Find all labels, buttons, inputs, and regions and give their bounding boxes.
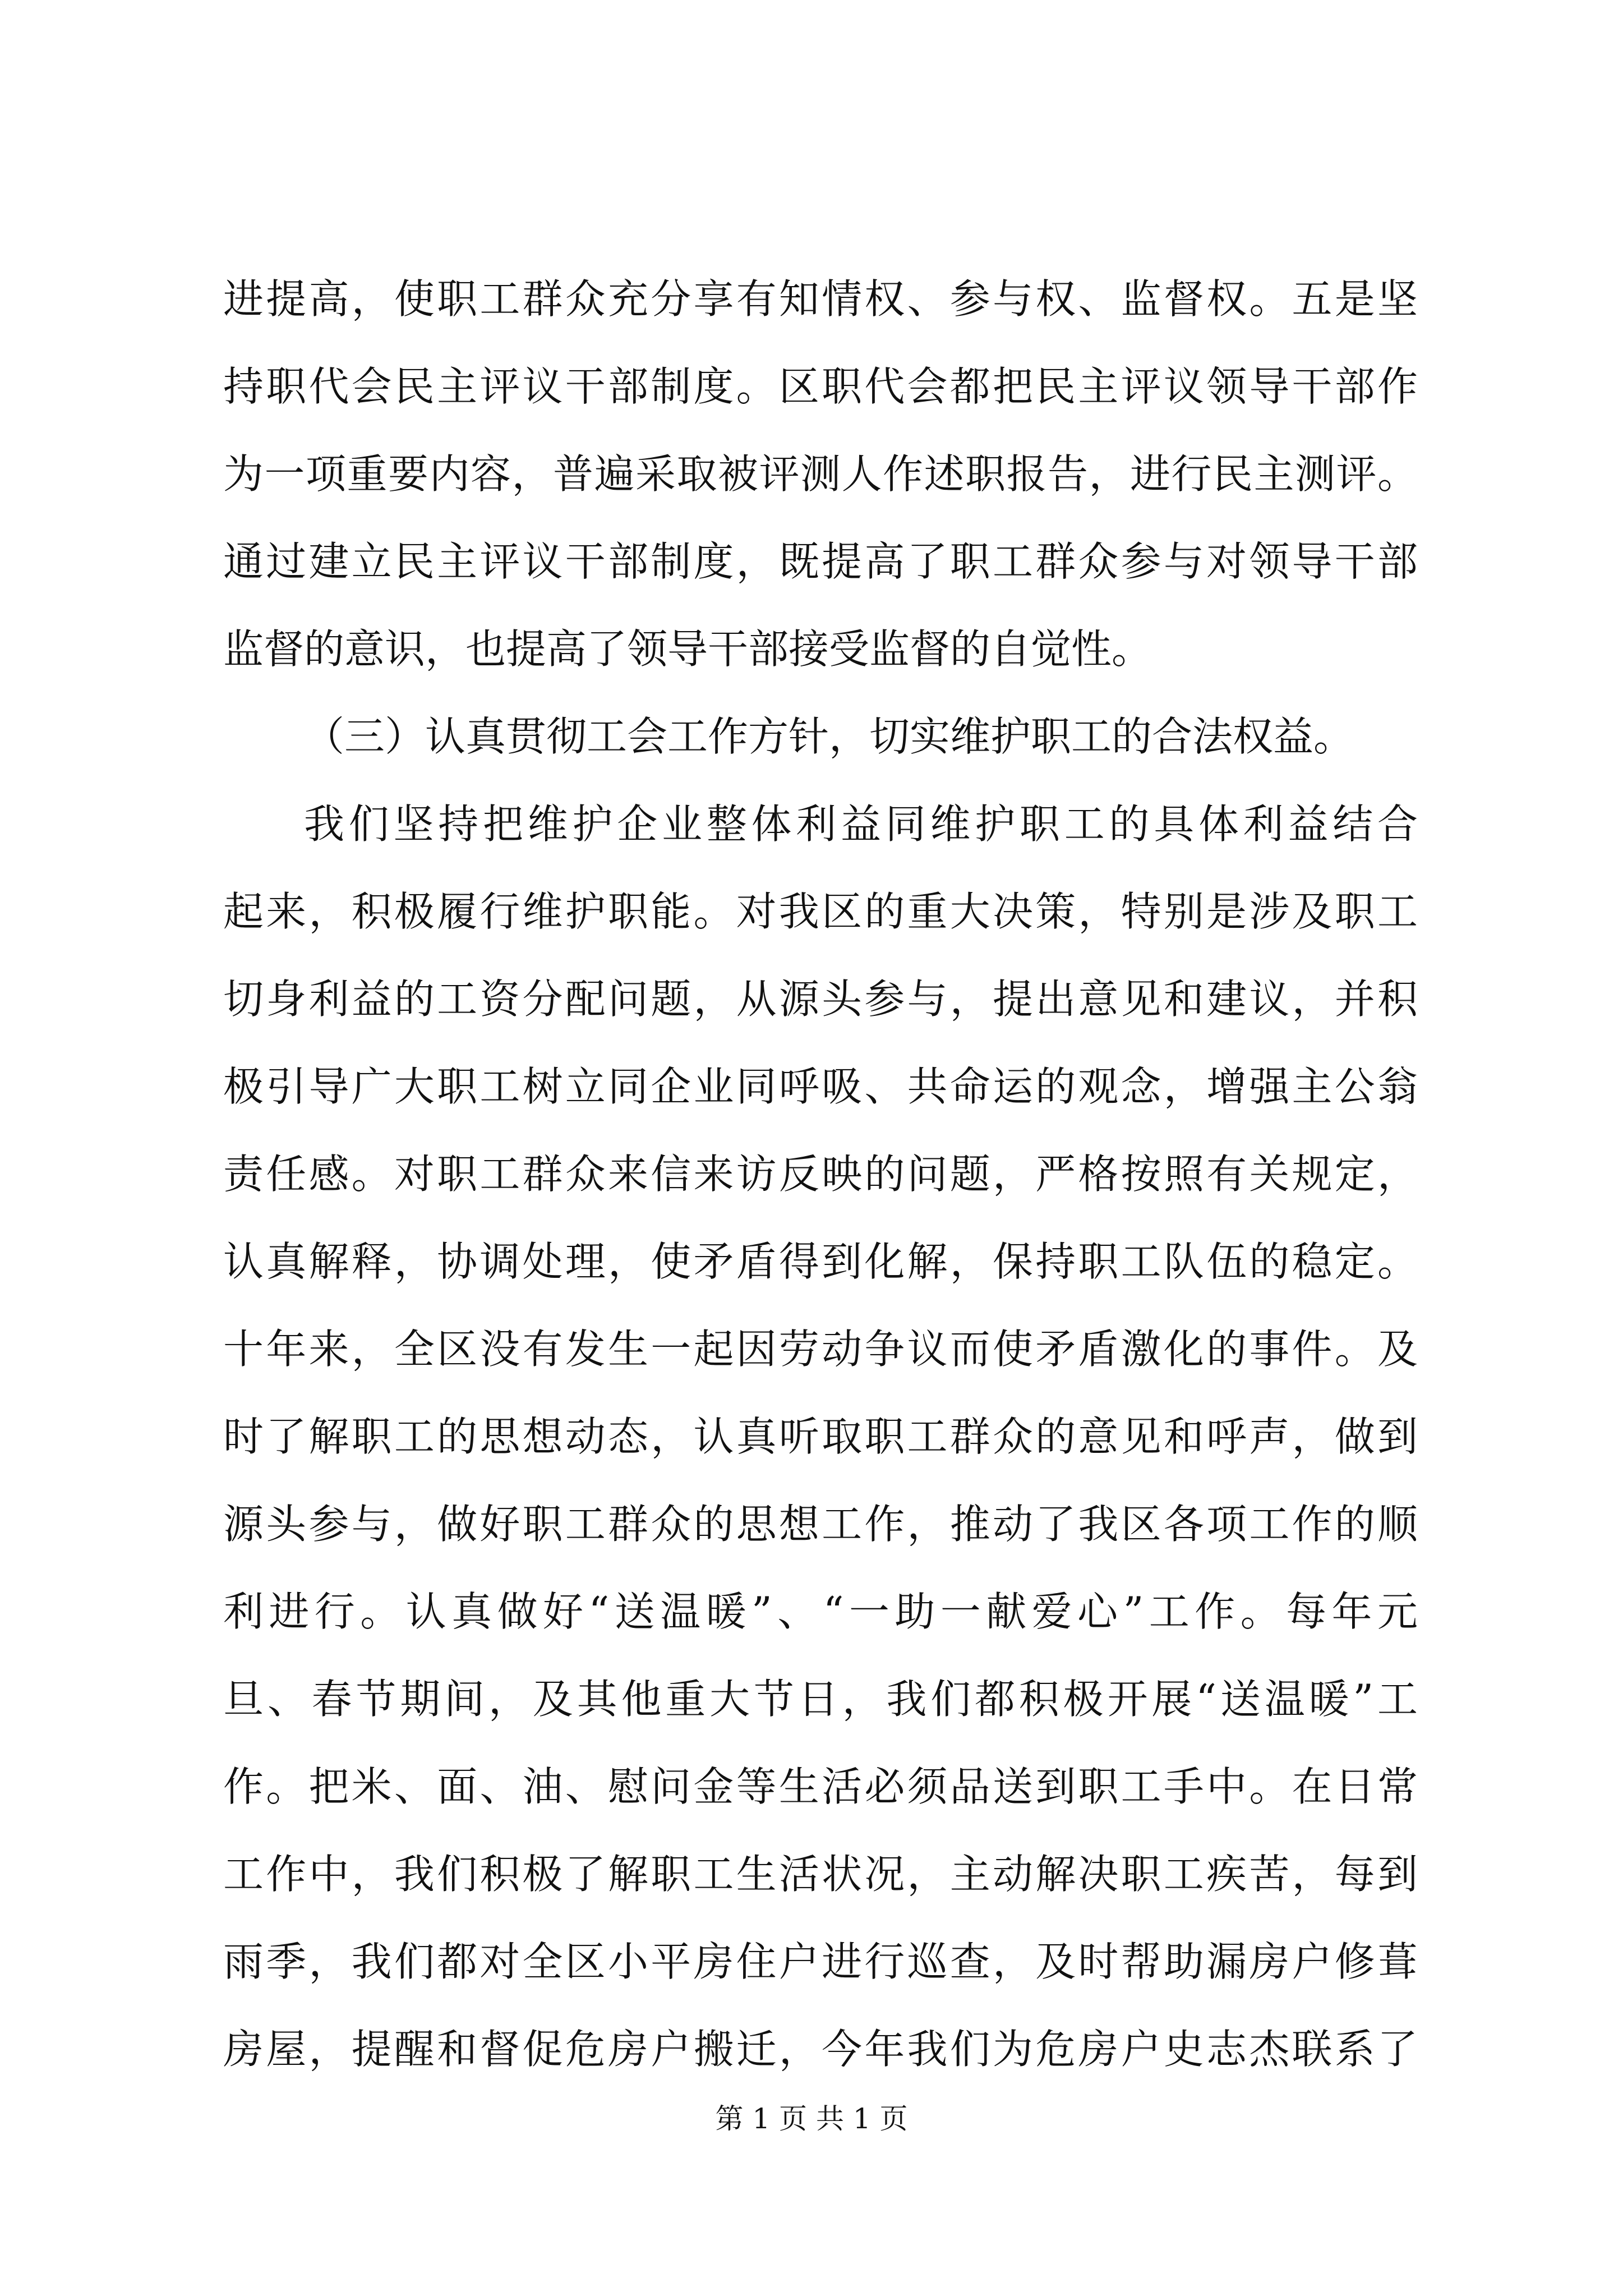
text-line-17: 旦、春节期间，及其他重大节日，我们都积极开展“送温暖”工 bbox=[223, 1676, 1418, 1723]
text-line-10: 极引导广大职工树立同企业同呼吸、共命运的观念，增强主公翁 bbox=[223, 1063, 1418, 1110]
text-line-11: 责任感。对职工群众来信来访反映的问题，严格按照有关规定， bbox=[223, 1151, 1418, 1198]
text-line-9: 切身利益的工资分配问题，从源头参与，提出意见和建议，并积 bbox=[223, 976, 1418, 1023]
paragraph-start-line: 我们坚持把维护企业整体利益同维护职工的具体利益结合 bbox=[304, 800, 1418, 848]
text-line-14: 时了解职工的思想动态，认真听取职工群众的意见和呼声，做到 bbox=[223, 1413, 1418, 1460]
text-line-4: 通过建立民主评议干部制度，既提高了职工群众参与对领导干部 bbox=[223, 538, 1418, 585]
text-line-12: 认真解释，协调处理，使矛盾得到化解，保持职工队伍的稳定。 bbox=[223, 1238, 1418, 1285]
text-line-3: 为一项重要内容，普遍采取被评测人作述职报告，进行民主测评。 bbox=[223, 450, 1418, 498]
body-text bbox=[223, 255, 1418, 2093]
text-line-19: 工作中，我们积极了解职工生活状况，主动解决职工疾苦，每到 bbox=[223, 1851, 1418, 1898]
text-line-8: 起来，积极履行维护职能。对我区的重大决策，特别是涉及职工 bbox=[223, 888, 1418, 935]
text-line-21: 房屋，提醒和督促危房户搬迁，今年我们为危房户史志杰联系了 bbox=[223, 2026, 1418, 2073]
text-line-15: 源头参与，做好职工群众的思想工作，推动了我区各项工作的顺 bbox=[223, 1501, 1418, 1548]
text-line-1: 进提高，使职工群众充分享有知情权、参与权、监督权。五是坚 bbox=[223, 275, 1418, 323]
text-line-20: 雨季，我们都对全区小平房住户进行巡查，及时帮助漏房户修葺 bbox=[223, 1938, 1418, 1985]
text-line-16: 利进行。认真做好“送温暖”、“一助一献爱心”工作。每年元 bbox=[223, 1588, 1418, 1635]
text-line-18: 作。把米、面、油、慰问金等生活必须品送到职工手中。在日常 bbox=[223, 1763, 1418, 1810]
text-line-2: 持职代会民主评议干部制度。区职代会都把民主评议领导干部作 bbox=[223, 363, 1418, 410]
section-heading: （三）认真贯彻工会工作方针，切实维护职工的合法权益。 bbox=[304, 713, 1354, 760]
page-number-footer: 第 1 页 共 1 页 bbox=[715, 2102, 908, 2135]
text-line-13: 十年来，全区没有发生一起因劳动争议而使矛盾激化的事件。及 bbox=[223, 1326, 1418, 1373]
text-line-5: 监督的意识，也提高了领导干部接受监督的自觉性。 bbox=[223, 625, 1152, 673]
